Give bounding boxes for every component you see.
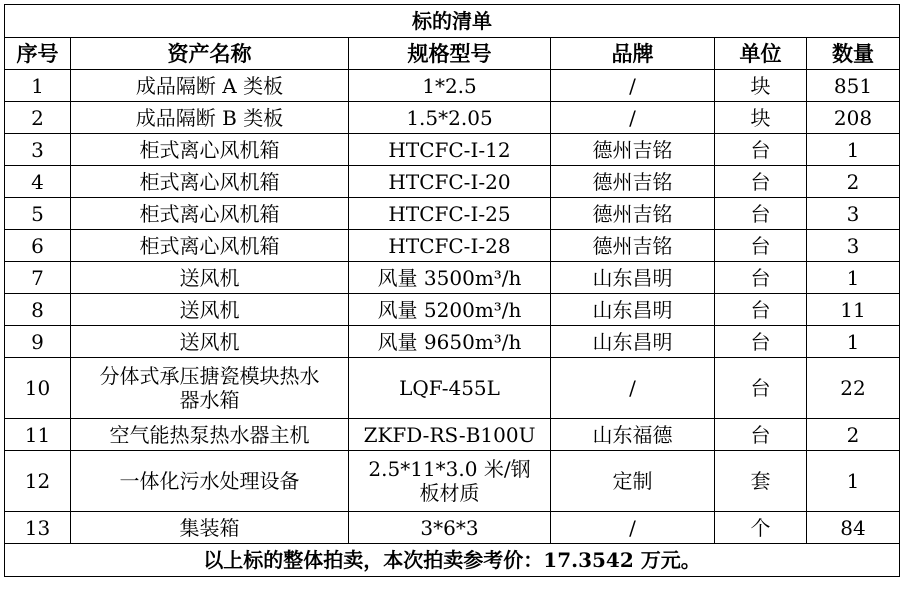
footer-row: [5, 544, 900, 577]
cell-qty: 2: [807, 419, 900, 451]
cell-qty: 22: [807, 358, 900, 419]
cell-name: 送风机: [71, 326, 349, 358]
cell-no: 3: [5, 134, 71, 166]
cell-spec: 风量 5200m³/h: [349, 294, 551, 326]
cell-unit: 台: [715, 262, 807, 294]
cell-no: 12: [5, 451, 71, 512]
header-no: 序号: [5, 38, 71, 70]
cell-qty: 1: [807, 451, 900, 512]
header-spec: 规格型号: [349, 38, 551, 70]
cell-name: 集装箱: [71, 512, 349, 544]
cell-brand: 山东福德: [551, 419, 715, 451]
cell-no: 13: [5, 512, 71, 544]
cell-spec: 风量 9650m³/h: [349, 326, 551, 358]
cell-qty: 1: [807, 134, 900, 166]
cell-name: 送风机: [71, 294, 349, 326]
cell-brand: 定制: [551, 451, 715, 512]
cell-name: 送风机: [71, 262, 349, 294]
cell-name: 成品隔断 B 类板: [71, 102, 349, 134]
table-row: [5, 512, 900, 544]
cell-unit: 个: [715, 512, 807, 544]
header-brand: 品牌: [551, 38, 715, 70]
table-row: [5, 326, 900, 358]
header-qty: 数量: [807, 38, 900, 70]
table-row: [5, 198, 900, 230]
cell-name: 一体化污水处理设备: [71, 451, 349, 512]
cell-unit: 台: [715, 326, 807, 358]
cell-spec: LQF-455L: [349, 358, 551, 419]
cell-name: 空气能热泵热水器主机: [71, 419, 349, 451]
cell-spec: HTCFC-I-28: [349, 230, 551, 262]
table-row: [5, 262, 900, 294]
asset-list-sheet: [4, 4, 899, 577]
cell-brand: 德州吉铭: [551, 134, 715, 166]
cell-no: 8: [5, 294, 71, 326]
cell-no: 11: [5, 419, 71, 451]
cell-brand: 德州吉铭: [551, 230, 715, 262]
cell-spec: ZKFD-RS-B100U: [349, 419, 551, 451]
cell-qty: 11: [807, 294, 900, 326]
cell-unit: 台: [715, 294, 807, 326]
table-row: [5, 451, 900, 512]
cell-brand: 德州吉铭: [551, 166, 715, 198]
cell-unit: 台: [715, 198, 807, 230]
cell-qty: 1: [807, 326, 900, 358]
cell-no: 6: [5, 230, 71, 262]
cell-qty: 2: [807, 166, 900, 198]
cell-qty: 208: [807, 102, 900, 134]
cell-qty: 3: [807, 198, 900, 230]
cell-name: 柜式离心风机箱: [71, 230, 349, 262]
cell-brand: /: [551, 102, 715, 134]
table-row: [5, 134, 900, 166]
table-row: [5, 419, 900, 451]
cell-no: 7: [5, 262, 71, 294]
table-row: [5, 358, 900, 419]
cell-brand: /: [551, 358, 715, 419]
cell-qty: 84: [807, 512, 900, 544]
cell-name: 成品隔断 A 类板: [71, 70, 349, 102]
cell-no: 5: [5, 198, 71, 230]
cell-no: 1: [5, 70, 71, 102]
cell-brand: 山东昌明: [551, 262, 715, 294]
cell-name: 柜式离心风机箱: [71, 134, 349, 166]
cell-brand: 山东昌明: [551, 294, 715, 326]
cell-qty: 3: [807, 230, 900, 262]
cell-unit: 台: [715, 166, 807, 198]
header-row: [5, 38, 900, 70]
cell-unit: 台: [715, 134, 807, 166]
cell-spec: 2.5*11*3.0 米/钢板材质: [349, 451, 551, 512]
header-name: 资产名称: [71, 38, 349, 70]
cell-no: 9: [5, 326, 71, 358]
cell-spec: HTCFC-I-20: [349, 166, 551, 198]
cell-spec: 1*2.5: [349, 70, 551, 102]
table-row: [5, 70, 900, 102]
cell-unit: 台: [715, 358, 807, 419]
cell-unit: 块: [715, 102, 807, 134]
cell-name: 柜式离心风机箱: [71, 198, 349, 230]
cell-qty: 1: [807, 262, 900, 294]
cell-spec: 风量 3500m³/h: [349, 262, 551, 294]
cell-no: 2: [5, 102, 71, 134]
table-title: 标的清单: [5, 5, 900, 38]
cell-spec: HTCFC-I-12: [349, 134, 551, 166]
cell-brand: 德州吉铭: [551, 198, 715, 230]
cell-qty: 851: [807, 70, 900, 102]
cell-spec: 1.5*2.05: [349, 102, 551, 134]
cell-brand: 山东昌明: [551, 326, 715, 358]
asset-table: [4, 4, 900, 577]
cell-unit: 块: [715, 70, 807, 102]
cell-unit: 台: [715, 419, 807, 451]
cell-name: 柜式离心风机箱: [71, 166, 349, 198]
cell-unit: 套: [715, 451, 807, 512]
cell-no: 10: [5, 358, 71, 419]
cell-spec: HTCFC-I-25: [349, 198, 551, 230]
table-row: [5, 294, 900, 326]
header-unit: 单位: [715, 38, 807, 70]
cell-spec: 3*6*3: [349, 512, 551, 544]
cell-brand: /: [551, 70, 715, 102]
reference-price-note: 以上标的整体拍卖，本次拍卖参考价：17.3542 万元。: [5, 544, 900, 577]
table-row: [5, 230, 900, 262]
cell-no: 4: [5, 166, 71, 198]
cell-unit: 台: [715, 230, 807, 262]
cell-brand: /: [551, 512, 715, 544]
title-row: [5, 5, 900, 38]
table-row: [5, 166, 900, 198]
table-row: [5, 102, 900, 134]
cell-name: 分体式承压搪瓷模块热水器水箱: [71, 358, 349, 419]
